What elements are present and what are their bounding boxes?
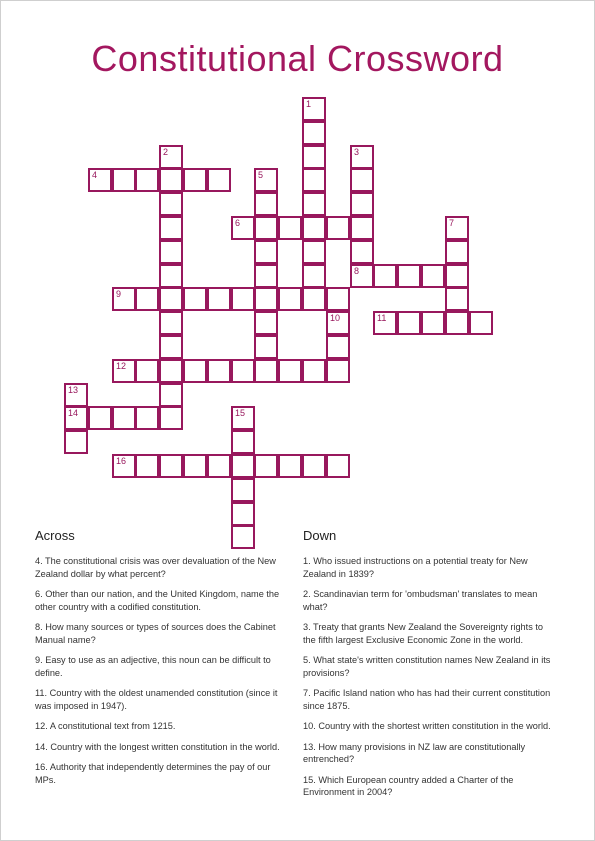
clue-number: 11 [377, 313, 387, 323]
crossword-cell[interactable] [278, 454, 302, 478]
clue-text: 13. How many provisions in NZ law are constitutionally entrenched? [303, 741, 526, 764]
crossword-cell[interactable] [207, 168, 231, 192]
crossword-cell[interactable] [231, 216, 255, 240]
crossword-cell[interactable] [231, 359, 255, 383]
crossword-cell[interactable] [254, 335, 278, 359]
clue-number: 9 [116, 289, 122, 299]
clue-number: 12 [116, 361, 127, 371]
clue-text: 15. Which European country added a Charter of the Environment in 2004? [303, 774, 514, 797]
clue-text: 11. Country with the oldest unamended constitution (since it was imposed in 1947). [35, 688, 278, 711]
crossword-cell[interactable] [350, 216, 374, 240]
crossword-cell[interactable] [159, 145, 183, 169]
crossword-cell[interactable] [278, 216, 302, 240]
crossword-cell[interactable] [159, 264, 183, 288]
clue-number: 14 [68, 408, 79, 418]
crossword-cell[interactable] [445, 311, 469, 335]
crossword-cell[interactable] [207, 454, 231, 478]
clue-text: 5. What state's written constitution names New Zealand in its provisions? [303, 655, 551, 678]
crossword-cell[interactable] [112, 287, 136, 311]
crossword-cell[interactable] [302, 287, 326, 311]
crossword-cell[interactable] [254, 240, 278, 264]
crossword-cell[interactable] [373, 264, 397, 288]
crossword-cell[interactable] [231, 502, 255, 526]
crossword-cell[interactable] [421, 311, 445, 335]
down-clues [303, 528, 558, 807]
crossword-cell[interactable] [135, 359, 159, 383]
crossword-cell[interactable] [231, 478, 255, 502]
crossword-cell[interactable] [302, 168, 326, 192]
clue-number: 1 [306, 99, 312, 109]
crossword-cell[interactable] [350, 264, 374, 288]
crossword-cell[interactable] [88, 406, 112, 430]
crossword-cell[interactable] [159, 335, 183, 359]
crossword-cell[interactable] [64, 383, 88, 407]
crossword-cell[interactable] [302, 454, 326, 478]
crossword-cell[interactable] [326, 311, 350, 335]
clue-number: 3 [354, 147, 360, 157]
clue-number: 2 [163, 147, 169, 157]
crossword-cell[interactable] [445, 216, 469, 240]
clue-number: 10 [330, 313, 341, 323]
crossword-cell[interactable] [159, 168, 183, 192]
crossword-cell[interactable] [278, 287, 302, 311]
crossword-cell[interactable] [159, 454, 183, 478]
crossword-cell[interactable] [326, 359, 350, 383]
crossword-cell[interactable] [397, 311, 421, 335]
clue-text: 6. Other than our nation, and the United Kingdom, name the other country with a codified constitution. [35, 589, 280, 612]
crossword-cell[interactable] [302, 359, 326, 383]
crossword-cell[interactable] [64, 406, 88, 430]
crossword-cell[interactable] [254, 454, 278, 478]
crossword-cell[interactable] [183, 454, 207, 478]
crossword-cell[interactable] [159, 216, 183, 240]
crossword-cell[interactable] [302, 240, 326, 264]
crossword-cell[interactable] [254, 168, 278, 192]
crossword-cell[interactable] [254, 311, 278, 335]
clue-text: 1. Who issued instructions on a potential treaty for New Zealand in 1839? [303, 556, 528, 579]
crossword-cell[interactable] [469, 311, 493, 335]
crossword-cell[interactable] [278, 359, 302, 383]
crossword-cell[interactable] [183, 359, 207, 383]
crossword-cell[interactable] [135, 168, 159, 192]
crossword-cell[interactable] [445, 264, 469, 288]
across-heading: Across [35, 528, 75, 543]
down-heading: Down [303, 528, 337, 543]
crossword-cell[interactable] [397, 264, 421, 288]
crossword-cell[interactable] [302, 192, 326, 216]
clue-number: 15 [235, 408, 246, 418]
clue-text: 4. The constitutional crisis was over devaluation of the New Zealand dollar by what percent? [35, 556, 276, 579]
clue-number: 5 [258, 170, 264, 180]
crossword-cell[interactable] [326, 335, 350, 359]
crossword-cell[interactable] [135, 454, 159, 478]
crossword-cell[interactable] [231, 454, 255, 478]
crossword-cell[interactable] [135, 406, 159, 430]
clue-text: 2. Scandinavian term for 'ombudsman' translates to mean what? [303, 589, 538, 612]
clue-number: 16 [116, 456, 127, 466]
crossword-cell[interactable] [350, 192, 374, 216]
crossword-cell[interactable] [112, 406, 136, 430]
crossword-cell[interactable] [231, 430, 255, 454]
across-clues [35, 528, 290, 794]
clue-number: 8 [354, 266, 360, 276]
crossword-cell[interactable] [159, 311, 183, 335]
clue-text: 16. Authority that independently determines the pay of our MPs. [35, 762, 271, 785]
crossword-cell[interactable] [302, 121, 326, 145]
crossword-cell[interactable] [159, 359, 183, 383]
clue-text: 3. Treaty that grants New Zealand the Sovereignty rights to the fifth largest Exclusive Economic Zone in the world. [303, 622, 544, 645]
crossword-cell[interactable] [159, 287, 183, 311]
clue-text: 7. Pacific Island nation who has had their current constitution since 1875. [303, 688, 551, 711]
crossword-cell[interactable] [326, 287, 350, 311]
clue-text: 9. Easy to use as an adjective, this noun can be difficult to define. [35, 655, 271, 678]
crossword-cell[interactable] [112, 454, 136, 478]
crossword-cell[interactable] [350, 240, 374, 264]
clue-number: 6 [235, 218, 241, 228]
crossword-cell[interactable] [254, 287, 278, 311]
crossword-cell[interactable] [207, 287, 231, 311]
crossword-cell[interactable] [135, 287, 159, 311]
clue-number: 7 [449, 218, 455, 228]
crossword-cell[interactable] [207, 359, 231, 383]
crossword-cell[interactable] [254, 264, 278, 288]
crossword-cell[interactable] [302, 216, 326, 240]
down-clue-list [303, 555, 558, 799]
crossword-cell[interactable] [159, 406, 183, 430]
crossword-cell[interactable] [159, 383, 183, 407]
crossword-cell[interactable] [88, 168, 112, 192]
crossword-cell[interactable] [112, 359, 136, 383]
crossword-cell[interactable] [445, 240, 469, 264]
clue-text: 14. Country with the longest written constitution in the world. [35, 741, 280, 752]
crossword-cell[interactable] [302, 145, 326, 169]
crossword-cell[interactable] [254, 216, 278, 240]
crossword-cell[interactable] [112, 168, 136, 192]
crossword-cell[interactable] [373, 311, 397, 335]
crossword-cell[interactable] [421, 264, 445, 288]
clue-text: 10. Country with the shortest written constitution in the world. [303, 721, 551, 731]
crossword-cell[interactable] [302, 264, 326, 288]
crossword-cell[interactable] [445, 287, 469, 311]
page-title: Constitutional Crossword [91, 38, 504, 79]
crossword-cell[interactable] [231, 406, 255, 430]
crossword-cell[interactable] [350, 168, 374, 192]
clue-text: 8. How many sources or types of sources does the Cabinet Manual name? [35, 622, 276, 645]
crossword-cell[interactable] [183, 287, 207, 311]
clue-text: 12. A constitutional text from 1215. [35, 721, 176, 731]
across-clue-list [35, 555, 290, 786]
crossword-cell[interactable] [350, 145, 374, 169]
clue-number: 4 [92, 170, 98, 180]
crossword-cell[interactable] [326, 216, 350, 240]
crossword-cell[interactable] [254, 192, 278, 216]
crossword-cell[interactable] [159, 240, 183, 264]
crossword-cell[interactable] [183, 168, 207, 192]
crossword-cell[interactable] [64, 430, 88, 454]
crossword-cell[interactable] [254, 359, 278, 383]
crossword-cell[interactable] [231, 287, 255, 311]
crossword-cell[interactable] [326, 454, 350, 478]
clue-number: 13 [68, 385, 79, 395]
crossword-cell[interactable] [159, 192, 183, 216]
crossword-cell[interactable] [302, 97, 326, 121]
